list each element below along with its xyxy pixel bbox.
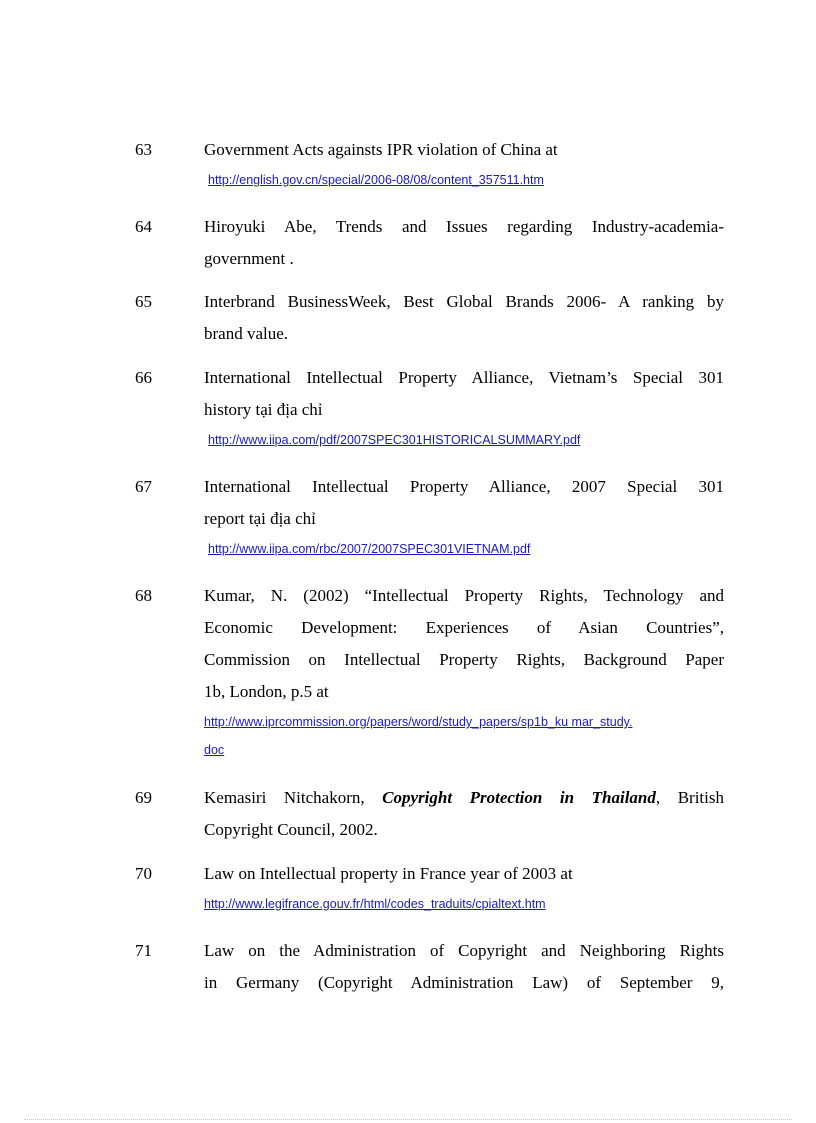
page-bottom-divider [24,1119,792,1120]
reference-line: Law on Intellectual property in France year of 2003 at [204,864,573,883]
reference-number: 64 [135,217,152,236]
reference-text [204,580,724,764]
reference-line: Hiroyuki Abe, Trends and Issues regarding Industry-academia- [204,217,724,236]
reference-line: government . [204,249,294,268]
reference-text [204,935,724,999]
reference-link[interactable]: http://www.iipa.com/pdf/2007SPEC301HISTORICALSUMMARY.pdf [208,433,581,447]
reference-text [204,134,724,194]
reference-link[interactable]: http://www.iipa.com/rbc/2007/2007SPEC301VIETNAM.pdf [208,542,531,556]
reference-text [204,286,724,350]
reference-text [204,858,724,918]
reference-number: 67 [135,477,152,496]
reference-number: 71 [135,941,152,960]
reference-link[interactable]: http://www.legifrance.gouv.fr/html/codes_traduits/cpialtext.htm [204,897,546,911]
reference-line: history tại địa chỉ [204,400,323,419]
reference-line: 1b, London, p.5 at [204,682,329,701]
reference-publisher: , British [655,788,724,807]
reference-line: International Intellectual Property Alliance, Vietnam’s Special 301 [204,368,724,387]
reference-text [204,782,724,846]
reference-author: Kemasiri Nitchakorn, [204,788,383,807]
reference-number: 65 [135,292,152,311]
reference-text [204,471,724,563]
reference-number: 69 [135,788,152,807]
reference-line: brand value. [204,324,289,343]
reference-line: Kumar, N. (2002) “Intellectual Property Rights, Technology and [204,586,724,605]
reference-number: 68 [135,586,152,605]
reference-line: in Germany (Copyright Administration Law) of September 9, [204,973,724,992]
reference-line: Commission on Intellectual Property Rights, Background Paper [204,650,724,669]
reference-line: Interbrand BusinessWeek, Best Global Brands 2006- A ranking by [204,292,724,311]
reference-line: Copyright Council, 2002. [204,820,378,839]
reference-link[interactable] [204,708,724,764]
reference-link[interactable]: http://english.gov.cn/special/2006-08/08/content_357511.htm [208,173,544,187]
reference-line: report tại địa chỉ [204,509,316,528]
reference-line: Economic Development: Experiences of Asian Countries”, [204,618,724,637]
reference-number: 63 [135,140,152,159]
reference-link-line: doc [204,743,225,757]
reference-text [204,211,724,275]
reference-title: Copyright Protection in Thailand [382,788,656,807]
reference-line: International Intellectual Property Alliance, 2007 Special 301 [204,477,724,496]
reference-line: Law on the Administration of Copyright and Neighboring Rights [204,941,724,960]
reference-text [204,362,724,454]
reference-line: Government Acts againsts IPR violation of China at [204,140,558,159]
reference-link-line: http://www.iprcommission.org/papers/word/study_papers/sp1b_ku mar_study. [204,715,633,729]
reference-number: 66 [135,368,152,387]
reference-number: 70 [135,864,152,883]
reference-line [204,782,724,814]
